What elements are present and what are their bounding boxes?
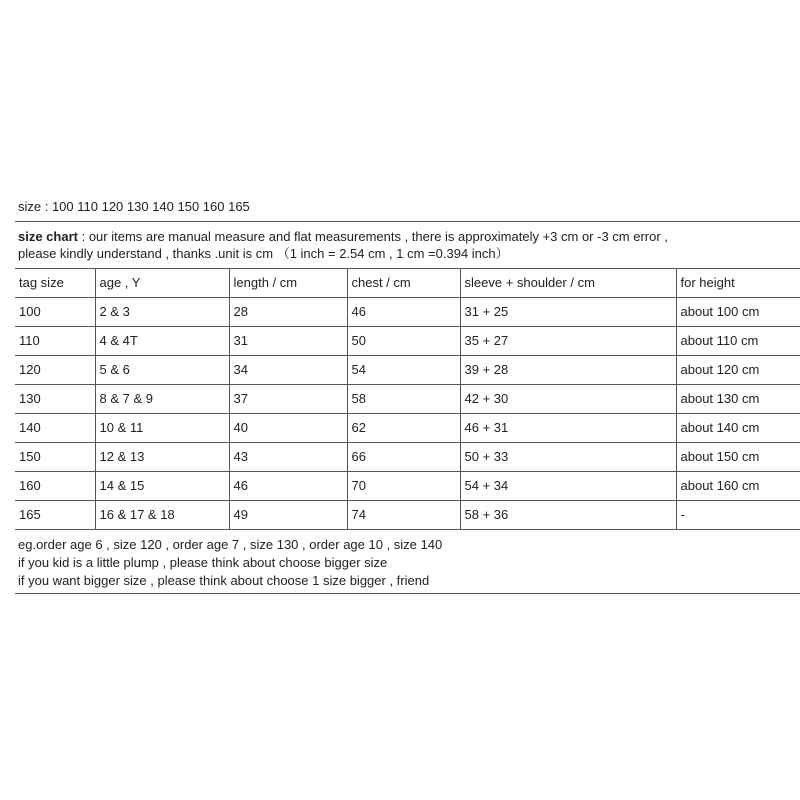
table-cell: 54 + 34 [460, 472, 676, 501]
table-cell: 34 [229, 356, 347, 385]
table-cell: 28 [229, 298, 347, 327]
intro-line-1 [18, 228, 798, 245]
table-row [15, 327, 800, 356]
table-cell: 31 [229, 327, 347, 356]
table-cell: 16 & 17 & 18 [95, 501, 229, 530]
table-cell: about 160 cm [676, 472, 800, 501]
table-cell: 120 [15, 356, 95, 385]
table-cell: about 110 cm [676, 327, 800, 356]
table-cell: 4 & 4T [95, 327, 229, 356]
divider-bottom [15, 593, 800, 594]
header-cell: for height [676, 269, 800, 298]
table-cell: 46 [347, 298, 460, 327]
table-cell: 14 & 15 [95, 472, 229, 501]
note-line: if you kid is a little plump , please think about choose bigger size [18, 555, 388, 570]
available-sizes-line: size : 100 110 120 130 140 150 160 165 [18, 199, 250, 214]
table-cell: 110 [15, 327, 95, 356]
table-cell: 12 & 13 [95, 443, 229, 472]
note-line: if you want bigger size , please think about choose 1 size bigger , friend [18, 573, 430, 588]
header-cell: chest / cm [347, 269, 460, 298]
table-cell: 160 [15, 472, 95, 501]
table-cell: 100 [15, 298, 95, 327]
table-cell: 165 [15, 501, 95, 530]
intro-text-line-2: please kindly understand , thanks .unit is cm （1 inch = 2.54 cm , 1 cm =0.394 inch） [18, 246, 509, 261]
table-cell: 130 [15, 385, 95, 414]
table-cell: about 140 cm [676, 414, 800, 443]
table-cell: about 120 cm [676, 356, 800, 385]
table-cell: 43 [229, 443, 347, 472]
header-cell: sleeve + shoulder / cm [460, 269, 676, 298]
table-row [15, 385, 800, 414]
table-cell: about 150 cm [676, 443, 800, 472]
table-cell: - [676, 501, 800, 530]
table-cell: about 100 cm [676, 298, 800, 327]
table-cell: 40 [229, 414, 347, 443]
table-row [15, 414, 800, 443]
table-cell: 8 & 7 & 9 [95, 385, 229, 414]
table-row [15, 472, 800, 501]
table-row [15, 356, 800, 385]
table-row [15, 298, 800, 327]
table-cell: 37 [229, 385, 347, 414]
table-cell: 50 [347, 327, 460, 356]
table-cell: 74 [347, 501, 460, 530]
intro-text-line-1: : our items are manual measure and flat measurements , there is approximately +3 cm or -3 cm error , [77, 229, 668, 244]
table-cell: 150 [15, 443, 95, 472]
table-cell: 140 [15, 414, 95, 443]
table-cell: 62 [347, 414, 460, 443]
table-cell: 50 + 33 [460, 443, 676, 472]
note-line: eg.order age 6 , size 120 , order age 7 , size 130 , order age 10 , size 140 [18, 537, 443, 552]
header-cell: length / cm [229, 269, 347, 298]
table-cell: 35 + 27 [460, 327, 676, 356]
table-cell: 54 [347, 356, 460, 385]
table-cell: 5 & 6 [95, 356, 229, 385]
table-header-row [15, 269, 800, 298]
table-cell: about 130 cm [676, 385, 800, 414]
table-cell: 46 + 31 [460, 414, 676, 443]
header-cell: age , Y [95, 269, 229, 298]
table-cell: 58 + 36 [460, 501, 676, 530]
table-cell: 10 & 11 [95, 414, 229, 443]
table-cell: 42 + 30 [460, 385, 676, 414]
ordering-notes [18, 536, 798, 590]
table-row [15, 501, 800, 530]
size-chart-intro [18, 228, 798, 262]
table-cell: 39 + 28 [460, 356, 676, 385]
size-table [15, 268, 800, 530]
table-cell: 70 [347, 472, 460, 501]
table-cell: 49 [229, 501, 347, 530]
table-cell: 66 [347, 443, 460, 472]
intro-label: size chart [18, 229, 78, 244]
table-cell: 58 [347, 385, 460, 414]
table-cell: 31 + 25 [460, 298, 676, 327]
divider-top [15, 221, 800, 222]
table-row [15, 443, 800, 472]
header-cell: tag size [15, 269, 95, 298]
table-cell: 2 & 3 [95, 298, 229, 327]
table-cell: 46 [229, 472, 347, 501]
